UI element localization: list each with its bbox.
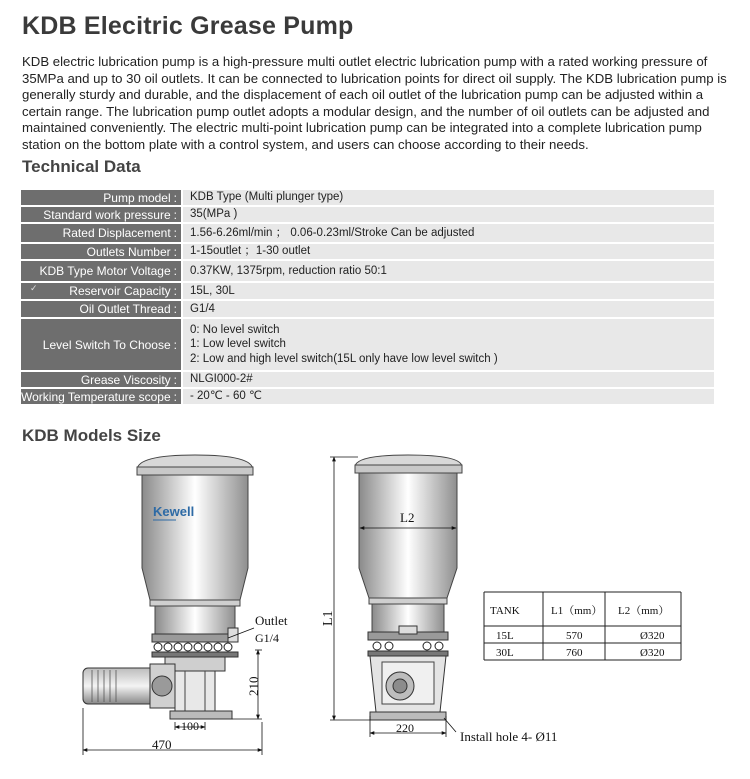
spec-label: Pump model : — [21, 190, 181, 205]
spec-label: KDB Type Motor Voltage : — [21, 261, 181, 281]
spec-row — [21, 261, 714, 281]
spec-row — [21, 224, 714, 242]
spec-value — [183, 190, 714, 205]
spec-row — [21, 372, 714, 387]
spec-label: Reservoir Capacity : — [21, 283, 181, 299]
outlet-label: Outlet — [255, 613, 288, 628]
dimension-drawing — [0, 450, 750, 779]
dim-L2-label: L2 — [400, 510, 415, 525]
spec-row — [21, 207, 714, 222]
pump-front-view — [83, 455, 253, 719]
spec-table — [21, 190, 714, 406]
install-hole-label: Install hole 4- Ø11 — [460, 729, 558, 744]
spec-value-line: 1.56-6.26ml/min ； 0.06-0.23ml/Stroke Can be adjusted — [190, 226, 475, 239]
spec-label: Grease Viscosity : — [21, 372, 181, 387]
page-title: KDB Elecitric Grease Pump — [22, 12, 354, 40]
spec-value — [183, 244, 714, 259]
spec-row — [21, 244, 714, 259]
table-cell: 30L — [496, 647, 514, 659]
spec-value-line: 35(MPa ) — [190, 208, 238, 221]
pump-side-view — [355, 455, 462, 720]
spec-row — [21, 190, 714, 205]
table-cell: 15L — [496, 630, 514, 642]
spec-row — [21, 319, 714, 370]
spec-label: Level Switch To Choose : — [21, 319, 181, 370]
table-cell: Ø320 — [640, 630, 665, 642]
dim-210-label: 210 — [246, 676, 261, 696]
spec-value-line: 15L, 30L — [190, 284, 235, 297]
table-cell: 760 — [566, 647, 583, 659]
dim-470-label: 470 — [152, 737, 172, 752]
spec-value — [183, 261, 714, 281]
spec-value-line: 2: Low and high level switch(15L only have low level switch ) — [190, 352, 498, 365]
spec-label: Outlets Number : — [21, 244, 181, 259]
dim-220-label: 220 — [396, 721, 414, 735]
models-size-heading: KDB Models Size — [22, 426, 161, 445]
spec-label: Rated Displacement : — [21, 224, 181, 242]
spec-value — [183, 389, 714, 404]
spec-value-line: NLGI000-2# — [190, 373, 253, 386]
spec-value — [183, 207, 714, 222]
table-header-cell: L2（mm） — [618, 605, 670, 617]
table-cell: 570 — [566, 630, 583, 642]
table-header-cell: TANK — [490, 605, 520, 617]
spec-value — [183, 372, 714, 387]
spec-value-line: KDB Type (Multi plunger type) — [190, 191, 344, 204]
check-mark-icon: ✓ — [30, 283, 38, 293]
spec-value-line: 1-15outlet ；1-30 outlet — [190, 245, 311, 258]
spec-row — [21, 283, 714, 299]
outlet-thread-label: G1/4 — [255, 631, 279, 645]
kewell-logo-text: Kewell — [153, 504, 195, 519]
table-header-cell: L1（mm） — [551, 605, 603, 617]
spec-label: Working Temperature scope : — [21, 389, 181, 404]
spec-value-line: - 20℃ - 60 ℃ — [190, 390, 262, 403]
spec-label: Standard work pressure : — [21, 207, 181, 222]
spec-value-line: 0: No level switch — [190, 323, 280, 336]
spec-value — [183, 301, 714, 317]
spec-row — [21, 389, 714, 404]
dim-100-label: 100 — [181, 719, 199, 733]
spec-value-line: 1: Low level switch — [190, 338, 286, 351]
intro-paragraph: KDB electric lubrication pump is a high-pressure multi outlet electric lubrication pump with a rated working pressure of 35MPa and up to 30 oil outlets. It can be connected to lubrication points for direct oil supply. The KDB lubrication pump is generally sturdy and durable, and the displacement of each oil outlet of the lubrication pump can be adjusted within a certain range. The lubrication pump outlet adopts a modular design, and the number of oil outlets can be adjusted and maintained conveniently. The electric multi-point lubrication pump can be integrated into a complete lubrication pump station on the bottom plate with a control system, and users can choose according to their needs. — [22, 54, 727, 152]
table-cell: Ø320 — [640, 647, 665, 659]
spec-value — [183, 224, 714, 242]
spec-row — [21, 301, 714, 317]
technical-data-heading: Technical Data — [22, 157, 141, 176]
spec-value — [183, 283, 714, 299]
spec-value-line: 0.37KW, 1375rpm, reduction ratio 50:1 — [190, 264, 387, 277]
spec-value-line: G1/4 — [190, 302, 215, 315]
spec-label: Oil Outlet Thread : — [21, 301, 181, 317]
spec-value — [183, 319, 714, 370]
dim-L1-label: L1 — [321, 610, 336, 626]
